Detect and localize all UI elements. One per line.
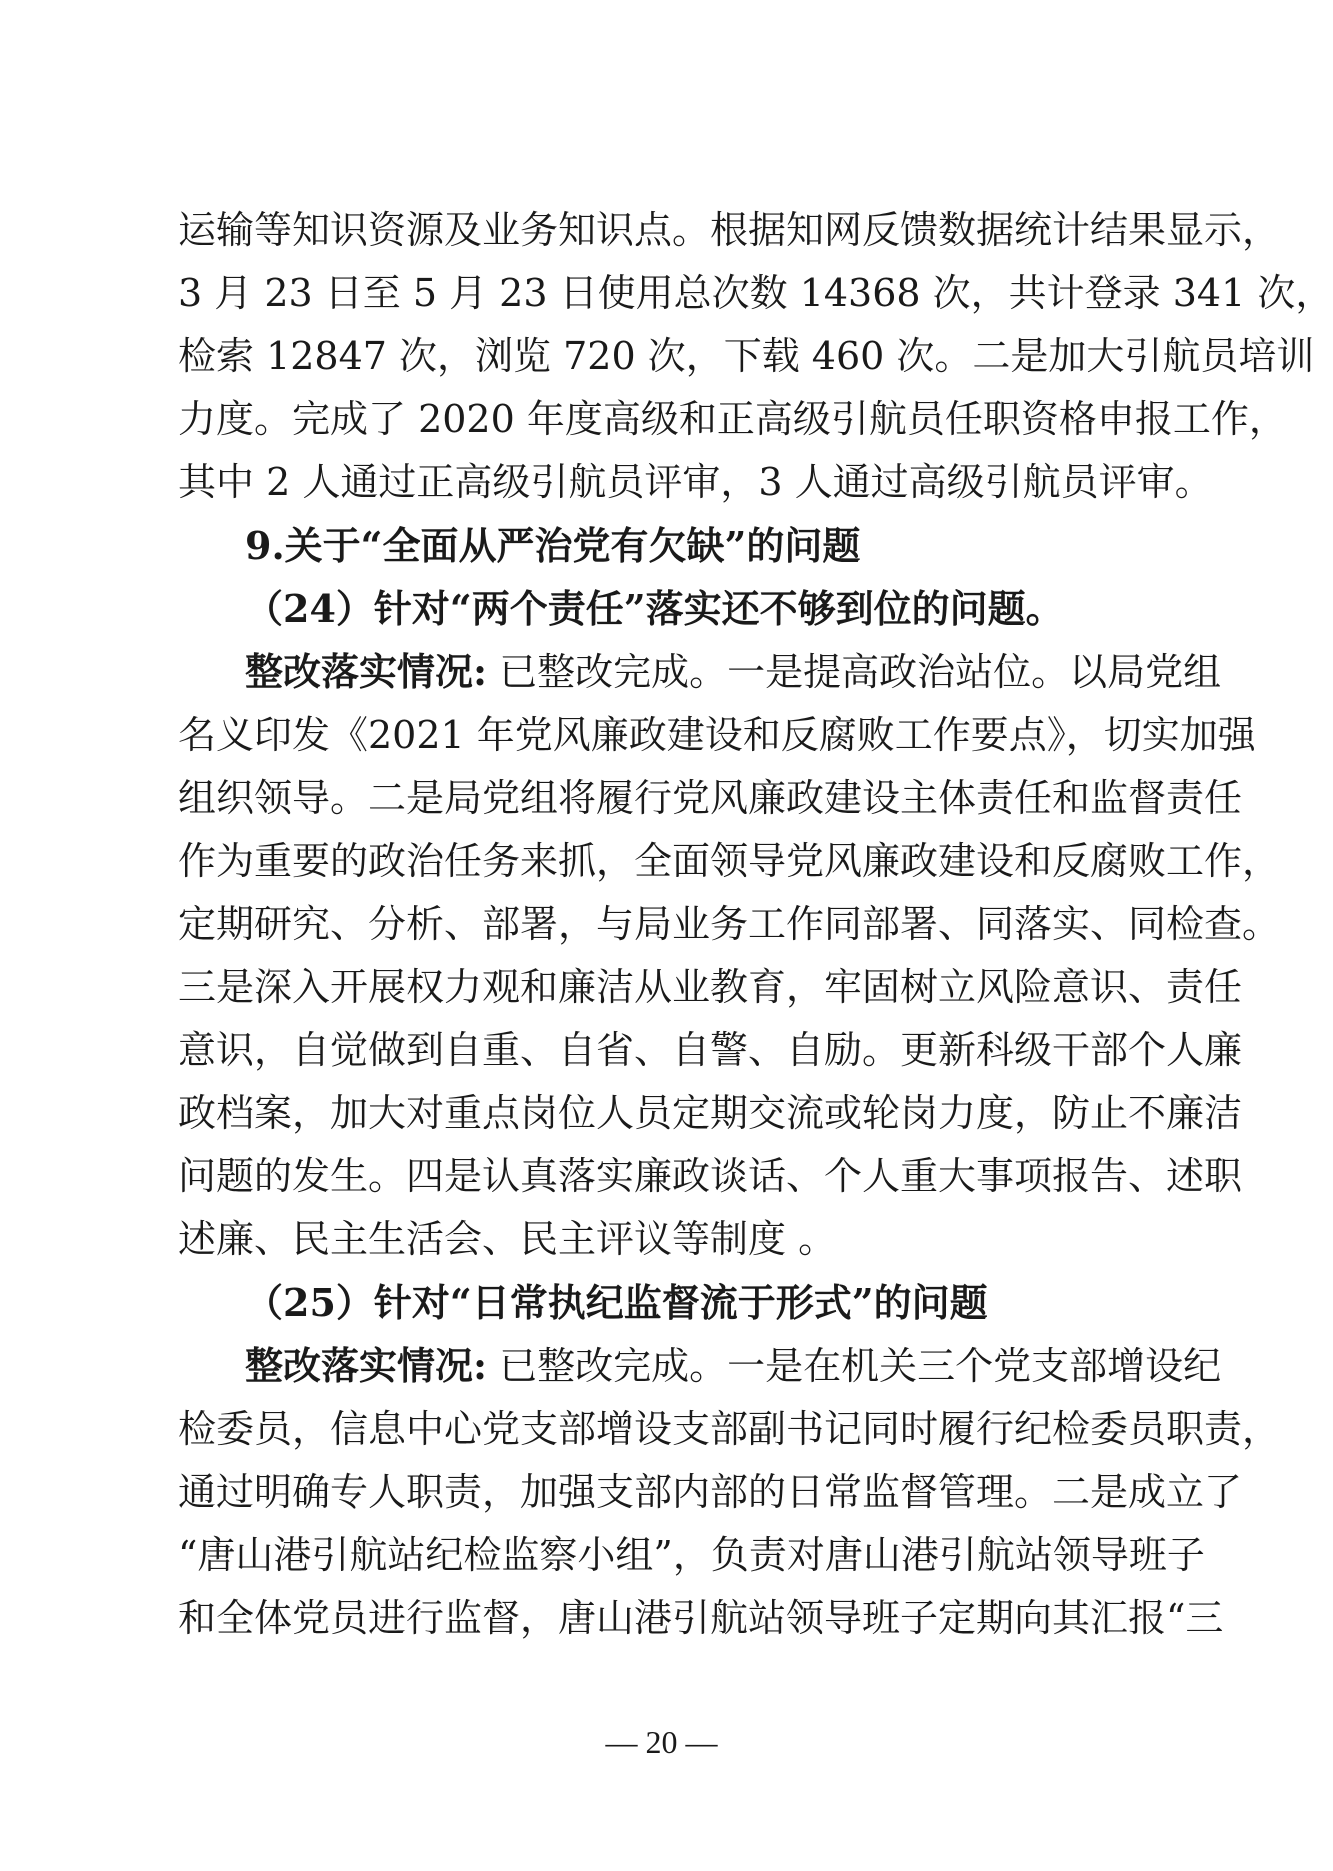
body-line: 政档案，加大对重点岗位人员定期交流或轮岗力度，防止不廉洁	[178, 1091, 1243, 1135]
body-line: 名义印发《2021 年党风廉政建设和反腐败工作要点》，切实加强	[178, 713, 1256, 757]
page-number: — 20 —	[605, 1724, 718, 1760]
body-line: 通过明确专人职责，加强支部内部的日常监督管理。二是成立了	[178, 1470, 1243, 1514]
body-line: 意识，自觉做到自重、自省、自警、自励。更新科级干部个人廉	[178, 1028, 1243, 1072]
body-line: 3 月 23 日至 5 月 23 日使用总次数 14368 次，共计登录 341 次，	[178, 271, 1333, 315]
rectification-label: 整改落实情况:	[245, 649, 488, 694]
body-line: 问题的发生。四是认真落实廉政谈话、个人重大事项报告、述职	[178, 1154, 1243, 1198]
body-line: 力度。完成了 2020 年度高级和正高级引航员任职资格申报工作，	[178, 397, 1287, 441]
body-line: 述廉、民主生活会、民主评议等制度 。	[178, 1217, 837, 1261]
body-line: 检委员，信息中心党支部增设支部副书记同时履行纪检委员职责，	[178, 1407, 1281, 1451]
body-line: 其中 2 人通过正高级引航员评审，3 人通过高级引航员评审。	[178, 460, 1213, 504]
body-line: 组织领导。二是局党组将履行党风廉政建设主体责任和监督责任	[178, 776, 1243, 820]
body-line: 检索 12847 次，浏览 720 次，下载 460 次。二是加大引航员培训	[178, 334, 1315, 378]
body-line: 三是深入开展权力观和廉洁从业教育，牢固树立风险意识、责任	[178, 965, 1243, 1009]
body-line: 作为重要的政治任务来抓，全面领导党风廉政建设和反腐败工作，	[178, 839, 1281, 883]
paragraph-first-line	[245, 649, 1222, 694]
paragraph-first-line	[245, 1343, 1222, 1388]
body-line: 定期研究、分析、部署，与局业务工作同部署、同落实、同检查。	[178, 902, 1281, 946]
body-text: 已整改完成。一是在机关三个党支部增设纪	[487, 1344, 1222, 1388]
rectification-label: 整改落实情况:	[245, 1343, 488, 1388]
body-line: “唐山港引航站纪检监察小组”，负责对唐山港引航站领导班子	[178, 1533, 1205, 1577]
subsection-heading: （25）针对“日常执纪监督流于形式”的问题	[245, 1280, 988, 1325]
body-line: 和全体党员进行监督，唐山港引航站领导班子定期向其汇报“三	[178, 1596, 1224, 1640]
body-line: 运输等知识资源及业务知识点。根据知网反馈数据统计结果显示，	[178, 208, 1281, 252]
section-heading: 9.关于“全面从严治党有欠缺”的问题	[245, 523, 861, 568]
subsection-heading: （24）针对“两个责任”落实还不够到位的问题。	[245, 586, 1064, 631]
body-text: 已整改完成。一是提高政治站位。以局党组	[487, 650, 1222, 694]
